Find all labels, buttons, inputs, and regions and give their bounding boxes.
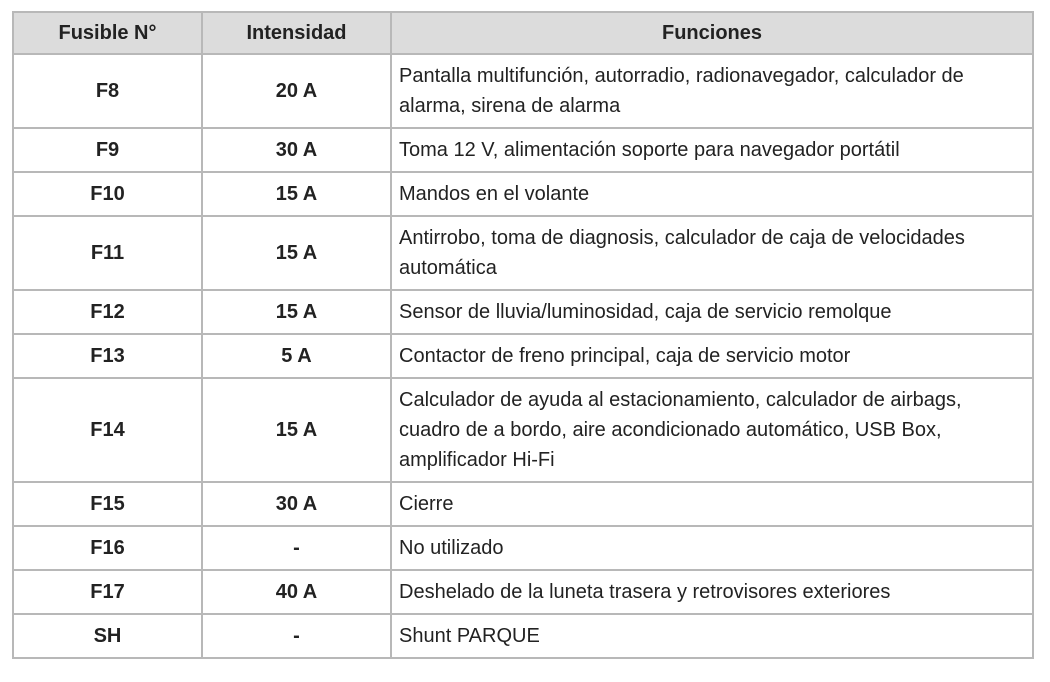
- header-functions: Funciones: [391, 12, 1033, 54]
- fuse-number-cell: F16: [13, 526, 202, 570]
- functions-cell: Toma 12 V, alimentación soporte para navegador portátil: [391, 128, 1033, 172]
- functions-cell: Contactor de freno principal, caja de servicio motor: [391, 334, 1033, 378]
- table-row: [13, 290, 1033, 334]
- functions-cell: Mandos en el volante: [391, 172, 1033, 216]
- amperage-cell: 15 A: [202, 290, 391, 334]
- fuse-number-cell: F13: [13, 334, 202, 378]
- amperage-cell: 15 A: [202, 172, 391, 216]
- table-row: [13, 526, 1033, 570]
- table-row: [13, 482, 1033, 526]
- fuse-number-cell: F11: [13, 216, 202, 290]
- header-fuse-number: Fusible N°: [13, 12, 202, 54]
- functions-cell: Cierre: [391, 482, 1033, 526]
- fuse-number-cell: F14: [13, 378, 202, 482]
- fuse-number-cell: F10: [13, 172, 202, 216]
- amperage-cell: -: [202, 526, 391, 570]
- amperage-cell: -: [202, 614, 391, 658]
- table-row: [13, 614, 1033, 658]
- table-row: [13, 216, 1033, 290]
- fuse-number-cell: F12: [13, 290, 202, 334]
- functions-cell: Pantalla multifunción, autorradio, radionavegador, calculador de alarma, sirena de alarma: [391, 54, 1033, 128]
- fuse-number-cell: F15: [13, 482, 202, 526]
- fuse-number-cell: F17: [13, 570, 202, 614]
- amperage-cell: 5 A: [202, 334, 391, 378]
- amperage-cell: 30 A: [202, 482, 391, 526]
- amperage-cell: 15 A: [202, 216, 391, 290]
- functions-cell: Calculador de ayuda al estacionamiento, calculador de airbags, cuadro de a bordo, aire acondicionado automático, USB Box, amplificador Hi-Fi: [391, 378, 1033, 482]
- table-row: [13, 54, 1033, 128]
- table-row: [13, 128, 1033, 172]
- fuse-number-cell: SH: [13, 614, 202, 658]
- table-row: [13, 378, 1033, 482]
- amperage-cell: 15 A: [202, 378, 391, 482]
- functions-cell: No utilizado: [391, 526, 1033, 570]
- amperage-cell: 40 A: [202, 570, 391, 614]
- table-row: [13, 172, 1033, 216]
- table-row: [13, 570, 1033, 614]
- fuse-table: [12, 11, 1034, 659]
- fuse-number-cell: F8: [13, 54, 202, 128]
- functions-cell: Antirrobo, toma de diagnosis, calculador de caja de velocidades automática: [391, 216, 1033, 290]
- functions-cell: Sensor de lluvia/luminosidad, caja de servicio remolque: [391, 290, 1033, 334]
- table-row: [13, 334, 1033, 378]
- amperage-cell: 30 A: [202, 128, 391, 172]
- functions-cell: Shunt PARQUE: [391, 614, 1033, 658]
- functions-cell: Deshelado de la luneta trasera y retrovisores exteriores: [391, 570, 1033, 614]
- fuse-number-cell: F9: [13, 128, 202, 172]
- amperage-cell: 20 A: [202, 54, 391, 128]
- header-amperage: Intensidad: [202, 12, 391, 54]
- table-header-row: [13, 12, 1033, 54]
